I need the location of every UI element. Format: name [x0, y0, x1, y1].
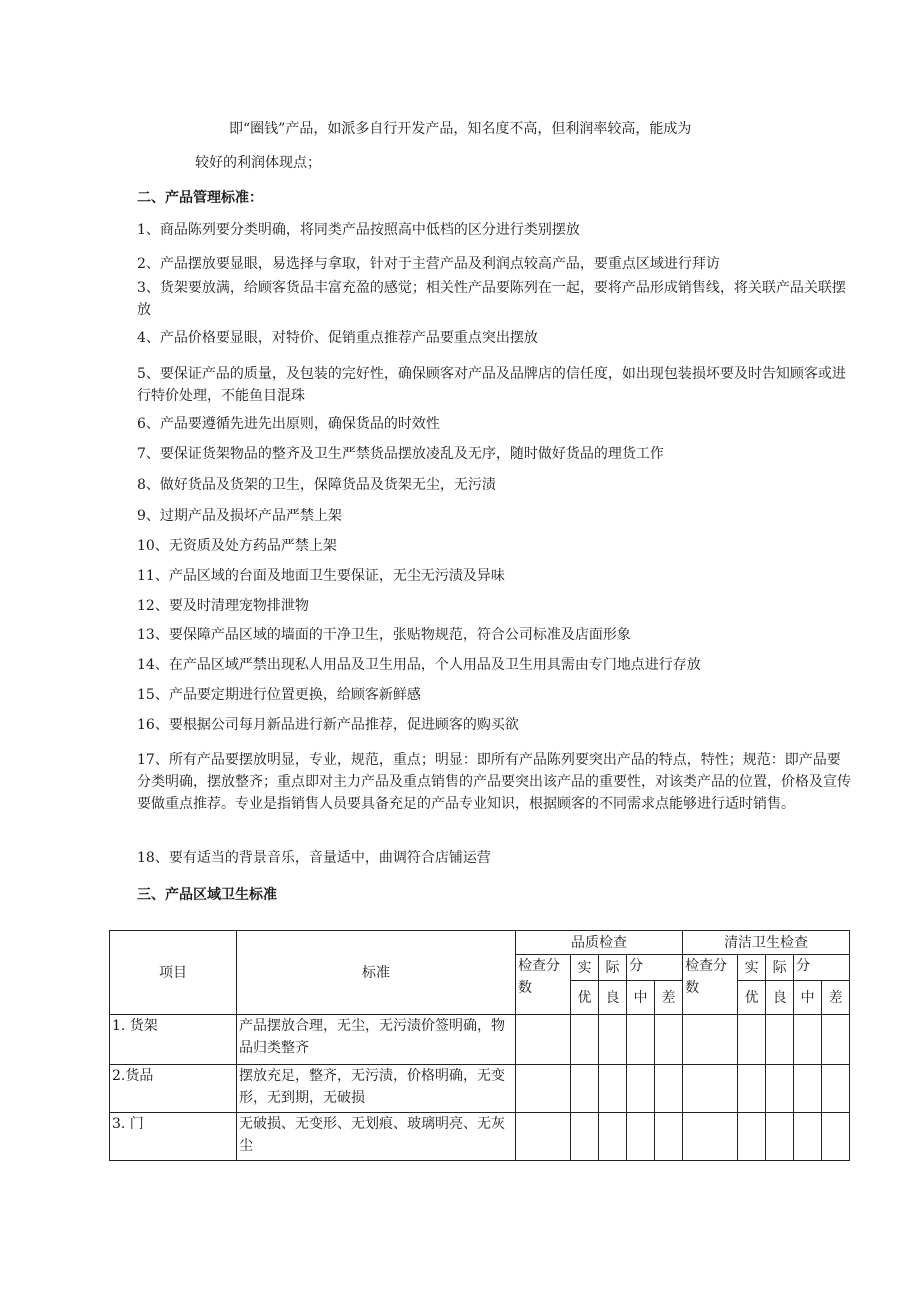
header-score: 检查分数	[683, 955, 738, 1015]
list-item: 15、产品要定期进行位置更换，给顾客新鲜感	[137, 687, 421, 703]
hygiene-standard-table	[109, 930, 850, 1161]
row-standard: 产品摆放合理，无尘，无污渍价签明确，物品归类整齐	[237, 1015, 516, 1065]
table-row	[110, 1015, 850, 1065]
list-item: 16、要根据公司每月新品进行新产品推荐，促进顾客的购买欲	[137, 717, 519, 733]
row-item: 3. 门	[110, 1113, 237, 1161]
table-row	[110, 1065, 850, 1113]
list-item: 1、商品陈列要分类明确，将同类产品按照高中低档的区分进行类别摆放	[137, 222, 580, 238]
list-item: 2、产品摆放要显眼，易选择与拿取，针对于主营产品及利润点较高产品，要重点区域进行拜访	[137, 256, 720, 272]
list-item: 8、做好货品及货架的卫生，保障货品及货架无尘，无污渍	[137, 477, 496, 493]
row-standard: 摆放充足，整齐，无污渍，价格明确，无变形，无到期，无破损	[237, 1065, 516, 1113]
section-2-heading: 二、产品管理标准：	[137, 190, 263, 206]
header-actual-c: 分	[794, 955, 850, 981]
list-item: 17、所有产品要摆放明显，专业，规范，重点；明显：即所有产品陈列要突出产品的特点，特性；规范：即产品要分类明确，摆放整齐；重点即对主力产品及重点销售的产品要突出该产品的重要性，对该类产品的位置，价格及宣传要做重点推荐。专业是指销售人员要具备充足的产品专业知识，根据顾客的不同需求点能够进行适时销售。	[137, 752, 851, 812]
header-item: 项目	[110, 931, 237, 1015]
list-item: 18、要有适当的背景音乐，音量适中，曲调符合店铺运营	[137, 850, 491, 866]
header-standard: 标准	[237, 931, 516, 1015]
list-item: 9、过期产品及损坏产品严禁上架	[137, 508, 342, 524]
grade-poor: 差	[822, 981, 850, 1015]
list-item: 5、要保证产品的质量，及包装的完好性，确保顾客对产品及品牌店的信任度，如出现包装损坏要及时告知顾客或进行特价处理，不能鱼目混珠	[137, 366, 846, 404]
list-item: 4、产品价格要显眼，对特价、促销重点推荐产品要重点突出摆放	[137, 330, 538, 346]
grade-excellent: 优	[738, 981, 766, 1015]
grade-good: 良	[766, 981, 794, 1015]
header-score: 检查分数	[516, 955, 571, 1015]
header-cleaning-check: 清洁卫生检查	[683, 931, 850, 955]
intro-line-2: 较好的利润体现点；	[195, 155, 321, 171]
row-item: 2.货品	[110, 1065, 237, 1113]
list-item: 13、要保障产品区域的墙面的干净卫生，张贴物规范，符合公司标准及店面形象	[137, 627, 631, 643]
list-item: 10、无资质及处方药品严禁上架	[137, 538, 337, 554]
header-actual-a: 实	[738, 955, 766, 981]
list-item: 3、货架要放满，给顾客货品丰富充盈的感觉；相关性产品要陈列在一起，要将产品形成销售线，将关联产品关联摆放	[137, 280, 846, 318]
list-item: 7、要保证货架物品的整齐及卫生严禁货品摆放凌乱及无序，随时做好货品的理货工作	[137, 446, 664, 462]
section-3-heading: 三、产品区域卫生标准	[137, 887, 277, 903]
list-item: 12、要及时清理宠物排泄物	[137, 598, 309, 614]
list-item: 14、在产品区域严禁出现私人用品及卫生用品，个人用品及卫生用具需由专门地点进行存放	[137, 657, 701, 673]
grade-poor: 差	[655, 981, 683, 1015]
grade-medium: 中	[627, 981, 655, 1015]
header-actual-a: 实	[571, 955, 599, 981]
intro-line-1: 即“圈钱”产品，如派多自行开发产品，知名度不高，但利润率较高，能成为	[229, 121, 692, 137]
row-standard: 无破损、无变形、无划痕、玻璃明亮、无灰尘	[237, 1113, 516, 1161]
grade-excellent: 优	[571, 981, 599, 1015]
list-item: 11、产品区域的台面及地面卫生要保证，无尘无污渍及异味	[137, 568, 505, 584]
header-actual-b: 际	[766, 955, 794, 981]
header-quality-check: 品质检查	[516, 931, 683, 955]
list-item: 6、产品要遵循先进先出原则，确保货品的时效性	[137, 416, 440, 432]
header-actual-b: 际	[599, 955, 627, 981]
grade-good: 良	[599, 981, 627, 1015]
table-row	[110, 1113, 850, 1161]
grade-medium: 中	[794, 981, 822, 1015]
header-actual-c: 分	[627, 955, 683, 981]
row-item: 1. 货架	[110, 1015, 237, 1065]
